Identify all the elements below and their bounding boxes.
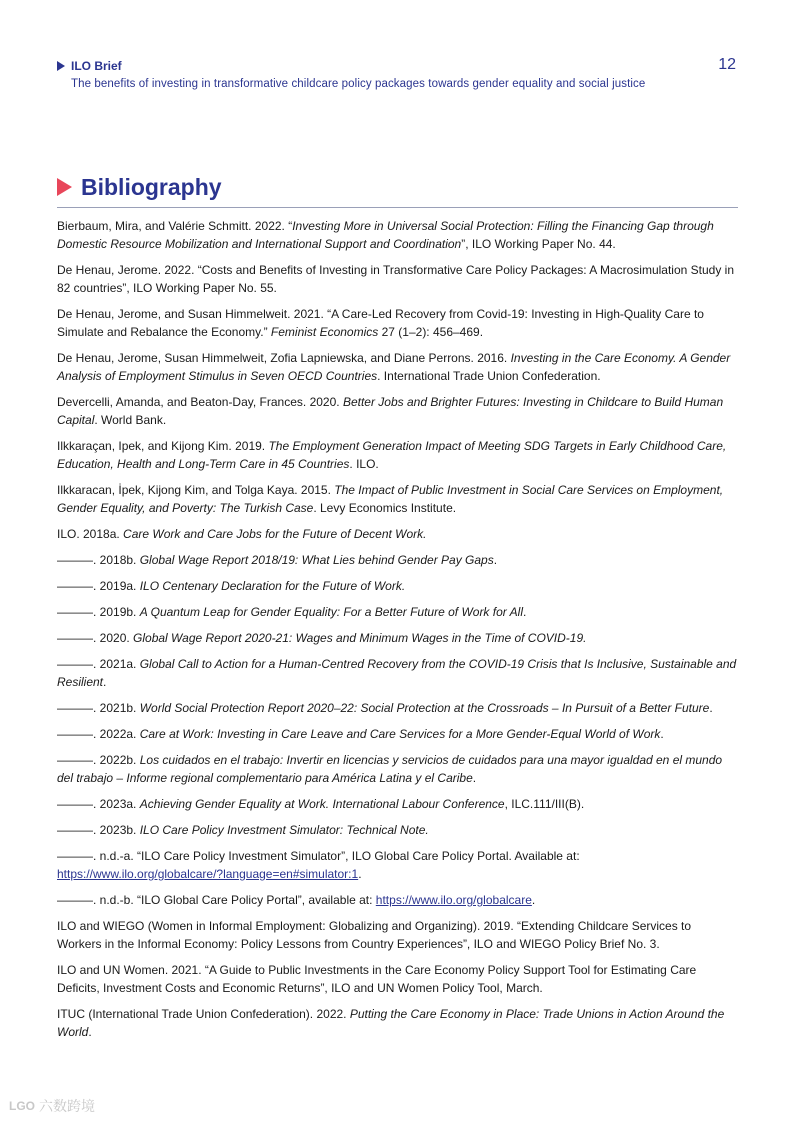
reference-text: ———. n.d.-b. “ILO Global Care Policy Portal”, available at: [57, 893, 376, 907]
reference-title: Investing More in Universal Social Protection: Filling the Financing Gap through Domestic Resource Mobilization and International Support and Coordination [57, 219, 714, 251]
reference-title: Los cuidados en el trabajo: Invertir en licencias y servicios de cuidados para una mayor igualdad en el mundo del trabajo – Informe regional complementario para América Latina y el Caribe [57, 753, 723, 785]
reference-text: De Henau, Jerome. 2022. “Costs and Benefits of Investing in Transformative Care Policy Packages: A Macrosimulation Study in 82 countries”, ILO Working Paper No. 55. [57, 263, 734, 295]
reference-entry [57, 525, 738, 543]
reference-title: A Quantum Leap for Gender Equality: For a Better Future of Work for All [139, 605, 523, 619]
reference-entry [57, 217, 738, 253]
reference-text: . [493, 553, 498, 567]
reference-entry [57, 481, 738, 517]
reference-text: ITUC (International Trade Union Confederation). 2022. [57, 1007, 350, 1021]
watermark-text: 六数跨境 [39, 1098, 95, 1114]
reference-entry [57, 349, 738, 385]
reference-entry [57, 393, 738, 429]
reference-entry [57, 699, 738, 717]
reference-title: The Impact of Public Investment in Social Care Services on Employment, Gender Equality, and Poverty: The Turkish Case [57, 483, 724, 515]
triangle-bullet-icon [57, 61, 65, 71]
reference-text: . International Trade Union Confederation. [377, 369, 601, 383]
reference-title: Global Call to Action for a Human-Centred Recovery from the COVID-19 Crisis that Is Inclusive, Sustainable and Resilient [57, 657, 737, 689]
reference-text: ———. 2023b. [57, 823, 140, 837]
reference-title: Feminist Economics [270, 325, 379, 339]
reference-text: De Henau, Jerome, and Susan Himmelweit. 2021. “A Care-Led Recovery from Covid-19: Investing in High-Quality Care to Simulate and Rebalance the Economy.” [57, 307, 704, 339]
reference-text: ———. 2021b. [57, 701, 140, 715]
reference-text: ILO and WIEGO (Women in Informal Employment: Globalizing and Organizing). 2019. “Extending Childcare Services to Workers in the Informal Economy: Policy Lessons from Country Experiences”, ILO and WIEGO Policy Brief No. 3. [57, 919, 692, 951]
reference-text: . [103, 675, 107, 689]
reference-text: Bierbaum, Mira, and Valérie Schmitt. 2022. “ [57, 219, 293, 233]
reference-text: ———. 2022a. [57, 727, 140, 741]
heading-divider [57, 207, 738, 208]
reference-text: Devercelli, Amanda, and Beaton-Day, Frances. 2020. [57, 395, 343, 409]
reference-entry [57, 629, 738, 647]
reference-text: ———. 2020. [57, 631, 134, 645]
page-header [57, 58, 737, 90]
reference-entry [57, 961, 738, 997]
reference-list [57, 217, 738, 1049]
reference-text: 27 (1–2): 456–469. [378, 325, 484, 339]
series-label [57, 58, 737, 74]
reference-title: ILO Care Policy Investment Simulator: Technical Note. [139, 823, 429, 837]
reference-text: . World Bank. [94, 413, 167, 427]
reference-link[interactable]: https://www.ilo.org/globalcare/?language=en#simulator:1 [57, 867, 359, 881]
reference-text: . [531, 893, 536, 907]
reference-text: ———. 2018b. [57, 553, 140, 567]
reference-entry [57, 551, 738, 569]
document-subtitle: The benefits of investing in transformative childcare policy packages towards gender equality and social justice [71, 78, 646, 90]
page-number: 12 [718, 56, 736, 73]
reference-entry [57, 305, 738, 341]
reference-text: ”, ILO Working Paper No. 44. [461, 237, 616, 251]
reference-text: ———. 2019b. [57, 605, 140, 619]
reference-title: Global Wage Report 2020-21: Wages and Minimum Wages in the Time of COVID-19. [133, 631, 587, 645]
reference-text: . [472, 771, 477, 785]
section-heading [57, 172, 222, 202]
reference-text: Ilkkaraçan, Ipek, and Kijong Kim. 2019. [57, 439, 269, 453]
reference-text: . [88, 1025, 92, 1039]
reference-title: Care Work and Care Jobs for the Future of Decent Work. [123, 527, 427, 541]
reference-title: World Social Protection Report 2020–22: Social Protection at the Crossroads – In Pursuit of a Better Future [139, 701, 710, 715]
reference-entry [57, 577, 738, 595]
reference-entry [57, 847, 738, 883]
reference-text: ———. 2019a. [57, 579, 140, 593]
reference-text: . [709, 701, 713, 715]
reference-entry [57, 261, 738, 297]
reference-text: ILO and UN Women. 2021. “A Guide to Public Investments in the Care Economy Policy Support Tool for Estimating Care Deficits, Investment Costs and Economic Returns”, ILO and UN Women Policy Tool, March. [57, 963, 697, 995]
reference-text: ———. 2022b. [57, 753, 140, 767]
reference-title: Achieving Gender Equality at Work. International Labour Conference [139, 797, 505, 811]
reference-text: ———. 2023a. [57, 797, 140, 811]
reference-text: Ilkkaracan, İpek, Kijong Kim, and Tolga Kaya. 2015. [57, 483, 335, 497]
reference-entry [57, 751, 738, 787]
reference-title: Investing in the Care Economy. A Gender Analysis of Employment Stimulus in Seven OECD Countries [57, 351, 731, 383]
reference-text: . [358, 867, 362, 881]
reference-text: ILO. 2018a. [57, 527, 124, 541]
reference-text: De Henau, Jerome, Susan Himmelweit, Zofia Lapniewska, and Diane Perrons. 2016. [57, 351, 511, 365]
reference-link[interactable]: https://www.ilo.org/globalcare [375, 893, 532, 907]
reference-entry [57, 437, 738, 473]
series-title: ILO Brief [71, 59, 122, 73]
reference-entry [57, 1005, 738, 1041]
reference-title: The Employment Generation Impact of Meeting SDG Targets in Early Childhood Care, Education, Health and Long-Term Care in 45 Countries [57, 439, 727, 471]
reference-entry [57, 725, 738, 743]
reference-title: Better Jobs and Brighter Futures: Investing in Childcare to Build Human Capital [57, 395, 724, 427]
reference-entry [57, 917, 738, 953]
section-title: Bibliography [81, 174, 222, 200]
reference-text: . [523, 605, 527, 619]
reference-text: . ILO. [349, 457, 379, 471]
reference-text: . [660, 727, 664, 741]
reference-text: ———. n.d.-a. “ILO Care Policy Investment Simulator”, ILO Global Care Policy Portal. Available at: [57, 849, 580, 863]
reference-text: , ILC.111/III(B). [504, 797, 585, 811]
reference-title: ILO Centenary Declaration for the Future of Work. [139, 579, 406, 593]
reference-text: ———. 2021a. [57, 657, 140, 671]
reference-text: . Levy Economics Institute. [313, 501, 457, 515]
reference-entry [57, 891, 738, 909]
reference-title: Care at Work: Investing in Care Leave and Care Services for a More Gender-Equal World of Work [139, 727, 661, 741]
reference-entry [57, 795, 738, 813]
watermark [9, 1096, 95, 1116]
reference-title: Global Wage Report 2018/19: What Lies behind Gender Pay Gaps [139, 553, 494, 567]
watermark-logo: LGO [9, 1099, 35, 1113]
reference-entry [57, 821, 738, 839]
triangle-heading-icon [57, 178, 72, 196]
reference-entry [57, 603, 738, 621]
reference-entry [57, 655, 738, 691]
reference-title: Putting the Care Economy in Place: Trade Unions in Action Around the World [57, 1007, 725, 1039]
